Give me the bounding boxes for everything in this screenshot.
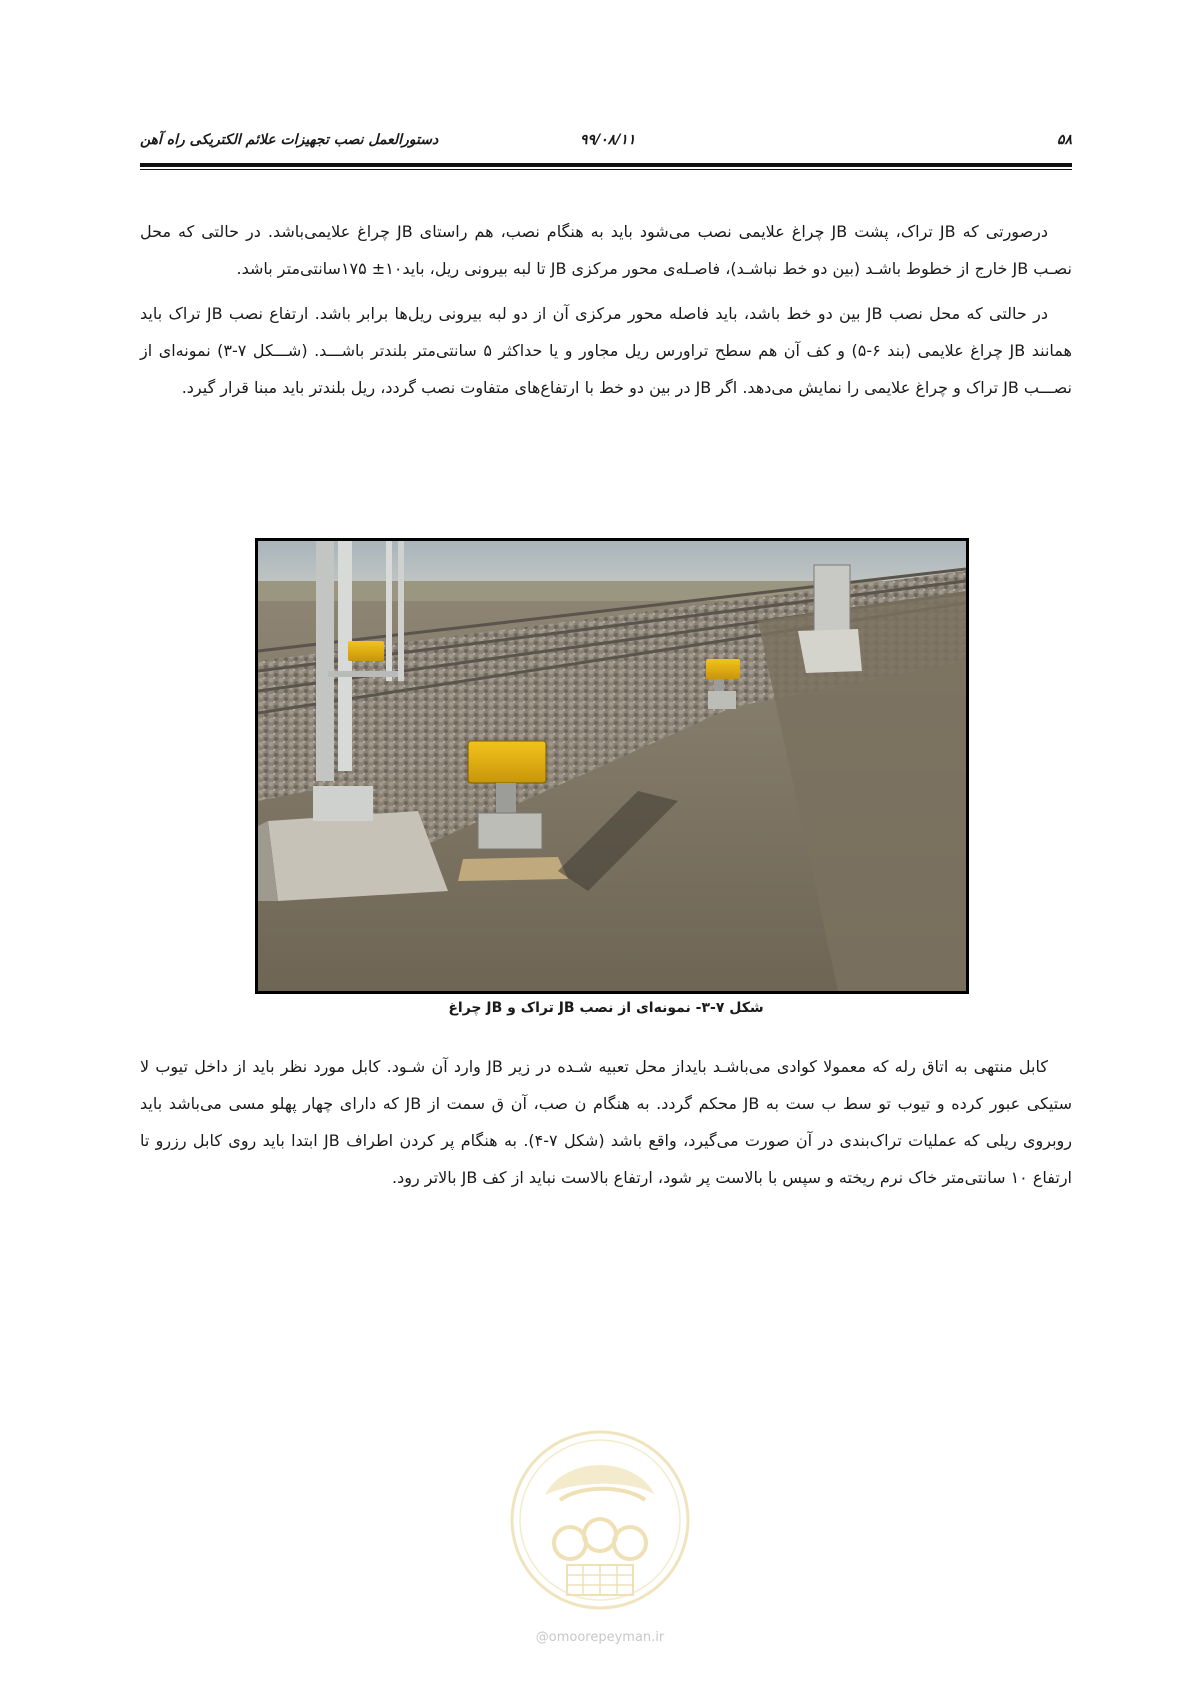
body-text-bottom <box>140 1048 1072 1204</box>
paragraph: درصورتی که JB تراک، پشت JB چراغ علایمی نصب می‌شود باید به هنگام نصب، هم راستای JB چراغ علایمی‌باشد. در حالتی که محل نصـب JB خارج از خطوط باشـد (بین دو خط نباشـد)، فاصـله‌ی محور مرکزی JB تا لبه بیرونی ریل، باید۱۰± ۱۷۵سانتی‌متر باشد. <box>140 222 1072 278</box>
publisher-seal-watermark <box>505 1425 695 1615</box>
document-title: دستورالعمل نصب تجهیزات علائم الکتریکی راه آهن <box>140 132 439 148</box>
page-number: ۵۸ <box>1056 132 1072 148</box>
header-date: ۹۹/۰۸/۱۱ <box>580 132 636 148</box>
seal-icon <box>505 1425 695 1615</box>
figure-photo <box>255 538 969 994</box>
paragraph: کابل منتهی به اتاق رله که معمولا کوادی می‌باشـد بایداز محل تعبیه شـده در زیر JB وارد آن شـود. کابل مورد نظر باید از داخل تیوب لا ستیکی عبور کرده و تیوب تو سط ب ست به JB محکم گردد. به هنگام ن صب، آن ق سمت از JB که دارای چهار پهلو مسی می‌باشد باید روبروی ریلی که عملیات تراک‌بندی در آن صورت می‌گیرد، واقع باشد (شکل ۷-۴). به هنگام پر کردن اطراف JB ابتدا باید روی کابل رزرو تا ارتفاع ۱۰ سانتی‌متر خاک نرم ریخته و سپس با بالاست پر شود، ارتفاع بالاست نباید از کف JB بالاتر رود. <box>140 1057 1072 1187</box>
railway-photo <box>258 541 966 991</box>
page-header <box>140 128 1072 158</box>
header-rule-thin <box>140 169 1072 170</box>
paragraph: در حالتی که محل نصب JB بین دو خط باشد، باید فاصله محور مرکزی آن از دو لبه بیرونی ریل‌ها برابر باشد. ارتفاع نصب JB تراک باید همانند JB چراغ علایمی (بند ۶-۵) و کف آن هم سطح تراورس ریل مجاور و یا حداکثر ۵ سانتی‌متر بلندتر باشـــد. (شـــکل ۷-۳) نمونه‌ای از نصـــب JB تراک و چراغ علایمی را نمایش می‌دهد. اگر JB در بین دو خط با ارتفاع‌های متفاوت نصب گردد، ریل بلندتر باید مبنا قرار گیرد. <box>140 304 1072 397</box>
figure-caption: شکل ۷-۳- نمونه‌ای از نصب JB تراک و JB چراغ <box>448 1000 764 1016</box>
watermark-url: @omoorepeyman.ir <box>535 1630 665 1645</box>
header-rule-thick <box>140 163 1072 167</box>
body-text-top <box>140 213 1072 414</box>
